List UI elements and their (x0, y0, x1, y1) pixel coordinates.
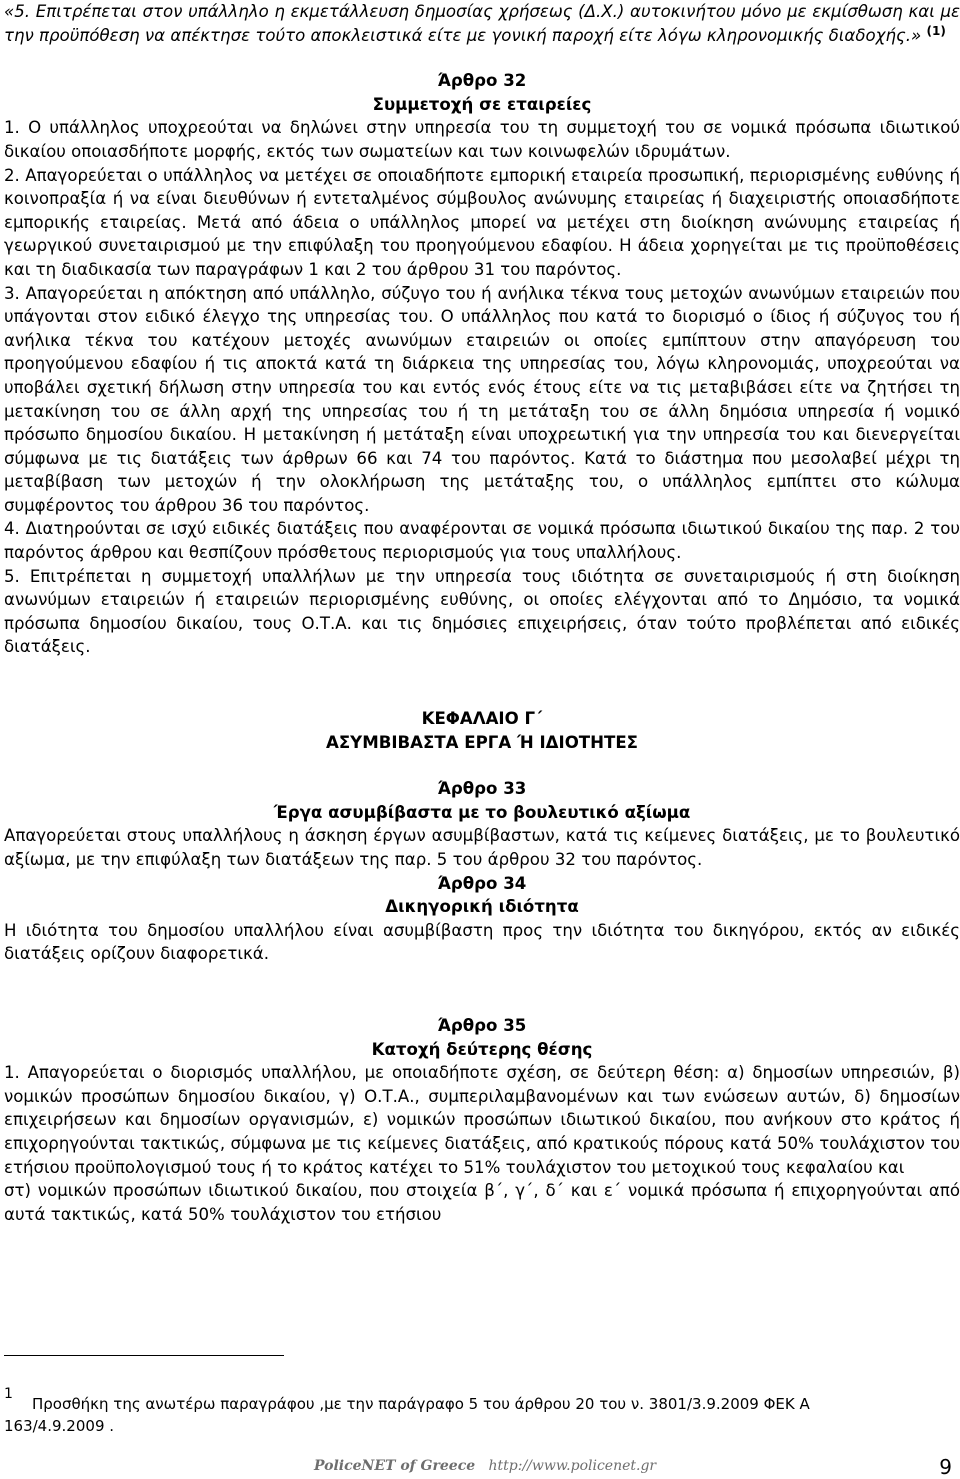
article-34-text: Η ιδιότητα του δημοσίου υπαλλήλου είναι ασυμβίβαστη προς την ιδιότητα του δικηγόρου, εκτός αν ειδικές διατάξεις ορίζουν διαφορετικά. (4, 920, 960, 964)
article-32-heading: Άρθρο 32 (437, 71, 527, 91)
intro-paragraph (4, 0, 960, 47)
article-34-heading: Άρθρο 34 (437, 873, 527, 893)
intro-text: «5. Επιτρέπεται στον υπάλληλο η εκμετάλλευση δημοσίας χρήσεως (Δ.Χ.) αυτοκινήτου μόνο με εκμίσθωση και με την προϋπόθεση να απέκτησε τούτο αποκλειστικά είτε με γονική παροχή είτε λόγω κληρονομικής διαδοχής.» (4, 2, 960, 45)
footnote-reference[interactable]: (1) (926, 23, 946, 38)
footnote-number: 1 (4, 1386, 13, 1402)
article-32-paragraph-1: 1. Ο υπάλληλος υποχρεούται να δηλώνει στην υπηρεσία του τη συμμετοχή του σε νομικά πρόσωπα ιδιωτικού δικαίου οποιασδήποτε μορφής, εκτός των σωματείων και των κοινωφελών ιδρυμάτων. (4, 118, 960, 161)
document-page (4, 0, 960, 1226)
footer-site-name: PoliceNET of Greece (314, 1458, 476, 1474)
article-33-title: Έργα ασυμβίβαστα με το βουλευτικό αξίωμα (273, 802, 691, 822)
article-32-paragraph-5: 5. Επιτρέπεται η συμμετοχή υπαλλήλων με την υπηρεσία τους ιδιότητα σε συνεταιρισμούς ή στη διοίκηση ανωνύμων εταιρειών ή εταιρειών περιορισμένης ευθύνης, οι οποίες ελέγχονται από το Δημόσιο, τα νομικά πρόσωπα δημοσίου δικαίου, τους Ο.Τ.Α. και τις δημόσιες επιχειρήσεις, όταν τούτο προβλέπεται από ειδικές διατάξεις. (4, 566, 960, 657)
article-34-title: Δικηγορική ιδιότητα (385, 897, 579, 917)
footnote-divider (4, 1355, 284, 1356)
article-32-paragraph-3: 3. Απαγορεύεται η απόκτηση από υπάλληλο, σύζυγο του ή ανήλικα τέκνα τους μετοχών ανωνύμων εταιρειών που υπάγονται στον ειδικό έλεγχο της υπηρεσίας του. Ο υπάλληλος που κατά το διορισμό ο ίδιος ή σύζυγος του ή ανήλικα τέκνα του κατέχουν μετοχές ανωνύμων εταιρειών οι οποίες εμπίπτουν στην απαγόρευση του προηγούμενου εδαφίου ή τις αποκτά κατά τη διάρκεια της υπηρεσίας του, λόγω κληρονομιάς, υποχρεούται να υποβάλει σχετική δήλωση στην υπηρεσία του και εντός ενός έτους είτε να τις μεταβιβάσει είτε να ζητήσει τη μετακίνηση του σε άλλη αρχή της υπηρεσίας του ή τη μετάταξη του σε άλλη δημόσια υπηρεσία ή νομικό πρόσωπο δημοσίου δικαίου. Η μετακίνηση ή μετάταξη είναι υποχρεωτική για την υπηρεσία του και διενεργείται σύμφωνα με τις διατάξεις των άρθρων 66 και 74 του παρόντος. Κατά το διάστημα που μεσολαβεί μέχρι τη μεταβίβαση των μετοχών ή την ολοκλήρωση της μετάταξης του, ο υπάλληλος εμπίπτει στο κώλυμα συμφέροντος του άρθρου 36 του παρόντος. (4, 283, 960, 515)
article-35-heading: Άρθρο 35 (437, 1015, 527, 1035)
article-32-paragraph-2: 2. Απαγορεύεται ο υπάλληλος να μετέχει σε οποιαδήποτε εμπορική εταιρεία προσωπική, περιορισμένης ευθύνης ή κοινοπραξία ή να είναι διευθύνων ή εντεταλμένος σύμβουλος ανώνυμης εταιρείας ή διαχειριστής οποιασδήποτε εμπορικής εταιρείας. Μετά από άδεια ο υπάλληλος μπορεί να μετέχει στη διοίκηση ανώνυμης εταιρείας ή γεωργικού συνεταιρισμού με την επιφύλαξη του προηγούμενου εδαφίου. Η άδεια χορηγείται με τις προϋποθέσεις και τη διαδικασία των παραγράφων 1 και 2 του άρθρου 31 του παρόντος. (4, 165, 960, 279)
article-33-heading: Άρθρο 33 (437, 779, 527, 799)
article-35-paragraph-1: 1. Απαγορεύεται ο διορισμός υπαλλήλου, με οποιαδήποτε σχέση, σε δεύτερη θέση: α) δημοσίων υπηρεσιών, β) νομικών προσώπων δημοσίου δικαίου, γ) Ο.Τ.Α., συμπεριλαμβανομένων και των ενώσεων αυτών, δ) δημοσίων επιχειρήσεων και δημοσίων οργανισμών, ε) νομικών προσώπων ιδιωτικού δικαίου, που ανήκουν στο κράτος ή επιχορηγούνται τακτικώς, σύμφωνα με τις κείμενες διατάξεις, από κρατικούς πόρους κατά 50% τουλάχιστον του ετήσιου προϋπολογισμού τους ή το κράτος κατέχει το 51% τουλάχιστον του μετοχικού τους κεφαλαίου και (4, 1063, 960, 1177)
article-32-title: Συμμετοχή σε εταιρείες (372, 94, 592, 114)
article-33-text: Απαγορεύεται στους υπαλλήλους η άσκηση έργων ασυμβίβαστων, κατά τις κείμενες διατάξεις, με το βουλευτικό αξίωμα, με την επιφύλαξη των διατάξεων της παρ. 5 του άρθρου 32 του παρόντος. (4, 826, 960, 869)
article-35-title: Κατοχή δεύτερης θέσης (371, 1039, 593, 1059)
footer-url-link[interactable]: http://www.policenet.gr (488, 1458, 657, 1474)
footnote-text-line-2: 163/4.9.2009 . (4, 1417, 115, 1435)
article-32-paragraph-4: 4. Διατηρούνται σε ισχύ ειδικές διατάξεις που αναφέρονται σε νομικά πρόσωπα ιδιωτικού δικαίου της παρ. 2 του παρόντος άρθρου και θεσπίζουν πρόσθετους περιορισμούς για τους υπαλλήλους. (4, 519, 960, 563)
footnote (4, 1381, 864, 1437)
page-footer (314, 1455, 656, 1479)
footnote-text-line-1: Προσθήκη της ανωτέρω παραγράφου ,με την παράγραφο 5 του άρθρου 20 του ν. 3801/3.9.2009 ΦΕΚ Α (32, 1395, 810, 1413)
chapter-title: ΚΕΦΑΛΑΙΟ Γ΄ (421, 709, 543, 729)
chapter-subtitle: ΑΣΥΜΒΙΒΑΣΤΑ ΕΡΓΑ Ή ΙΔΙΟΤΗΤΕΣ (326, 732, 638, 752)
article-35-paragraph-2: στ) νομικών προσώπων ιδιωτικού δικαίου, που στοιχεία β΄, γ΄, δ΄ και ε΄ νομικά πρόσωπα ή επιχορηγούνται από αυτά τακτικώς, κατά 50% τουλάχιστον του ετήσιου (4, 1181, 960, 1224)
page-number: 9 (939, 1455, 952, 1479)
